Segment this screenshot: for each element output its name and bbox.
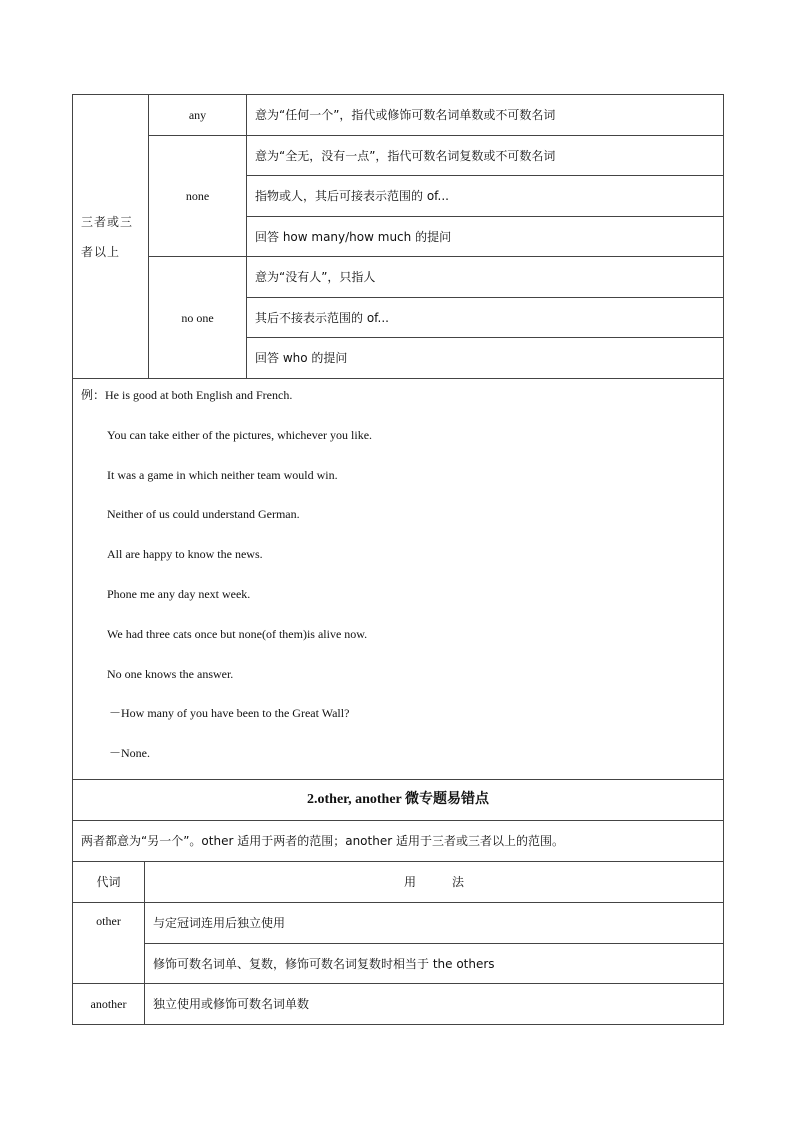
section-intro: 两者都意为“另一个”。other 适用于两者的范围；another 适用于三者或三者以上的范围。 [73, 821, 724, 862]
pronoun-any: any [149, 95, 247, 136]
example-line: Neither of us could understand German. [107, 507, 300, 522]
pronoun-table-part2 [72, 861, 724, 1025]
example-first: 例：He is good at both English and French. [81, 388, 293, 402]
usage-none-3: 回答 how many/how much 的提问 [247, 217, 724, 257]
usage-no-one-3: 回答 who 的提问 [247, 338, 724, 379]
section-title: 2.other, another 微专题易错点 [73, 780, 724, 821]
pronoun-another: another [73, 984, 145, 1025]
usage-another-1: 独立使用或修饰可数名词单数 [145, 984, 724, 1025]
example-line: Phone me any day next week. [107, 586, 251, 601]
usage-other-1: 与定冠词连用后独立使用 [145, 903, 724, 944]
pronoun-other: other [73, 903, 145, 984]
pronoun-none: none [149, 136, 247, 257]
document-page [72, 94, 723, 1025]
example-prefix: 例： [81, 388, 106, 402]
header-pronoun: 代词 [73, 862, 145, 903]
dialog-question: －How many of you have been to the Great Wall? [109, 706, 350, 721]
example-line: We had three cats once but none(of them)is alive now. [107, 626, 368, 641]
usage-any-1: 意为“任何一个”，指代或修饰可数名词单数或不可数名词 [247, 95, 724, 136]
header-usage: 用 法 [145, 862, 724, 903]
example-line: No one knows the answer. [107, 666, 234, 681]
example-line: You can take either of the pictures, whichever you like. [107, 427, 373, 442]
dialog-answer: －None. [109, 746, 150, 761]
usage-none-2: 指物或人，其后可接表示范围的 of... [247, 176, 724, 217]
pronoun-no-one: no one [149, 257, 247, 379]
usage-no-one-2: 其后不接表示范围的 of... [247, 298, 724, 338]
group-label: 三者或三者以上 [73, 95, 149, 379]
pronoun-table-part1 [72, 94, 724, 862]
examples-cell [73, 379, 724, 780]
example-line: It was a game in which neither team would win. [107, 467, 338, 482]
usage-other-2: 修饰可数名词单、复数，修饰可数名词复数时相当于 the others [145, 944, 724, 984]
usage-no-one-1: 意为“没有人”，只指人 [247, 257, 724, 298]
example-line: All are happy to know the news. [107, 547, 263, 562]
usage-none-1: 意为“全无，没有一点”，指代可数名词复数或不可数名词 [247, 136, 724, 176]
